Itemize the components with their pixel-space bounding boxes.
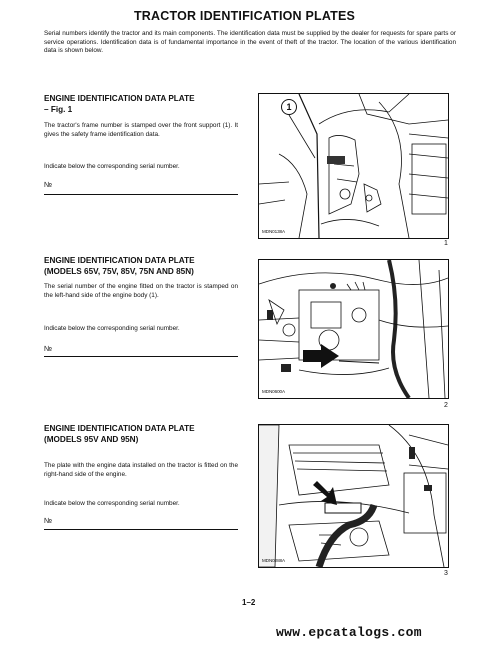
figure-2-code: MDN0600A — [262, 389, 285, 394]
figure-3-number: 3 — [444, 570, 448, 577]
section-2-indicate: Indicate below the corresponding serial number. — [44, 325, 180, 332]
section-2-title-line2: (MODELS 65V, 75V, 85V, 75N AND 85N) — [44, 266, 194, 276]
figure-1-code: MDN0138A — [262, 229, 285, 234]
section-2-title — [44, 256, 244, 277]
section-1-indicate: Indicate below the corresponding serial number. — [44, 163, 180, 170]
section-3-title-line1: ENGINE IDENTIFICATION DATA PLATE — [44, 424, 195, 433]
page-number: 1–2 — [242, 598, 256, 607]
figure-2-drawing — [259, 260, 448, 398]
figure-3-drawing — [259, 425, 448, 567]
section-1-number-label: № — [44, 180, 53, 189]
section-3-indicate: Indicate below the corresponding serial number. — [44, 500, 180, 507]
section-1-title — [44, 94, 244, 115]
intro-paragraph: Serial numbers identify the tractor and its main components. The identification data must be supplied by the dealer for requests for spare parts or service operations. Identification data is of fundamental importance in the event of theft of the tractor. The location of the various identification data is shown below. — [44, 30, 456, 55]
figure-1-drawing — [259, 94, 448, 238]
section-2-title-line1: ENGINE IDENTIFICATION DATA PLATE — [44, 256, 195, 265]
watermark: www.epcatalogs.com — [276, 625, 422, 640]
figure-3 — [258, 424, 449, 568]
figure-2-number: 2 — [444, 402, 448, 409]
section-2-body: The serial number of the engine fitted on the tractor is stamped on the left-hand side of the engine body (1). — [44, 283, 238, 299]
section-2-number-line — [44, 356, 238, 357]
section-3-number-label: № — [44, 516, 53, 525]
figure-2 — [258, 259, 449, 399]
figure-1-callout: 1 — [281, 99, 297, 115]
figure-1-number: 1 — [444, 240, 448, 247]
section-1-body: The tractor's frame number is stamped over the front support (1). It gives the safety frame identification data. — [44, 122, 238, 138]
section-1-title-line2: – Fig. 1 — [44, 104, 73, 114]
section-2-number-label: № — [44, 344, 53, 353]
figure-1 — [258, 93, 449, 239]
page-title: TRACTOR IDENTIFICATION PLATES — [133, 9, 356, 23]
section-3-number-line — [44, 529, 238, 530]
section-3-title-line2: (MODELS 95V AND 95N) — [44, 434, 139, 444]
section-3-body: The plate with the engine data installed on the tractor is fitted on the right-hand side of the engine. — [44, 462, 238, 478]
section-1-number-line — [44, 194, 238, 195]
section-1-title-line1: ENGINE IDENTIFICATION DATA PLATE — [44, 94, 195, 103]
section-3-title — [44, 424, 244, 445]
figure-3-code: MDN0288A — [262, 558, 285, 563]
